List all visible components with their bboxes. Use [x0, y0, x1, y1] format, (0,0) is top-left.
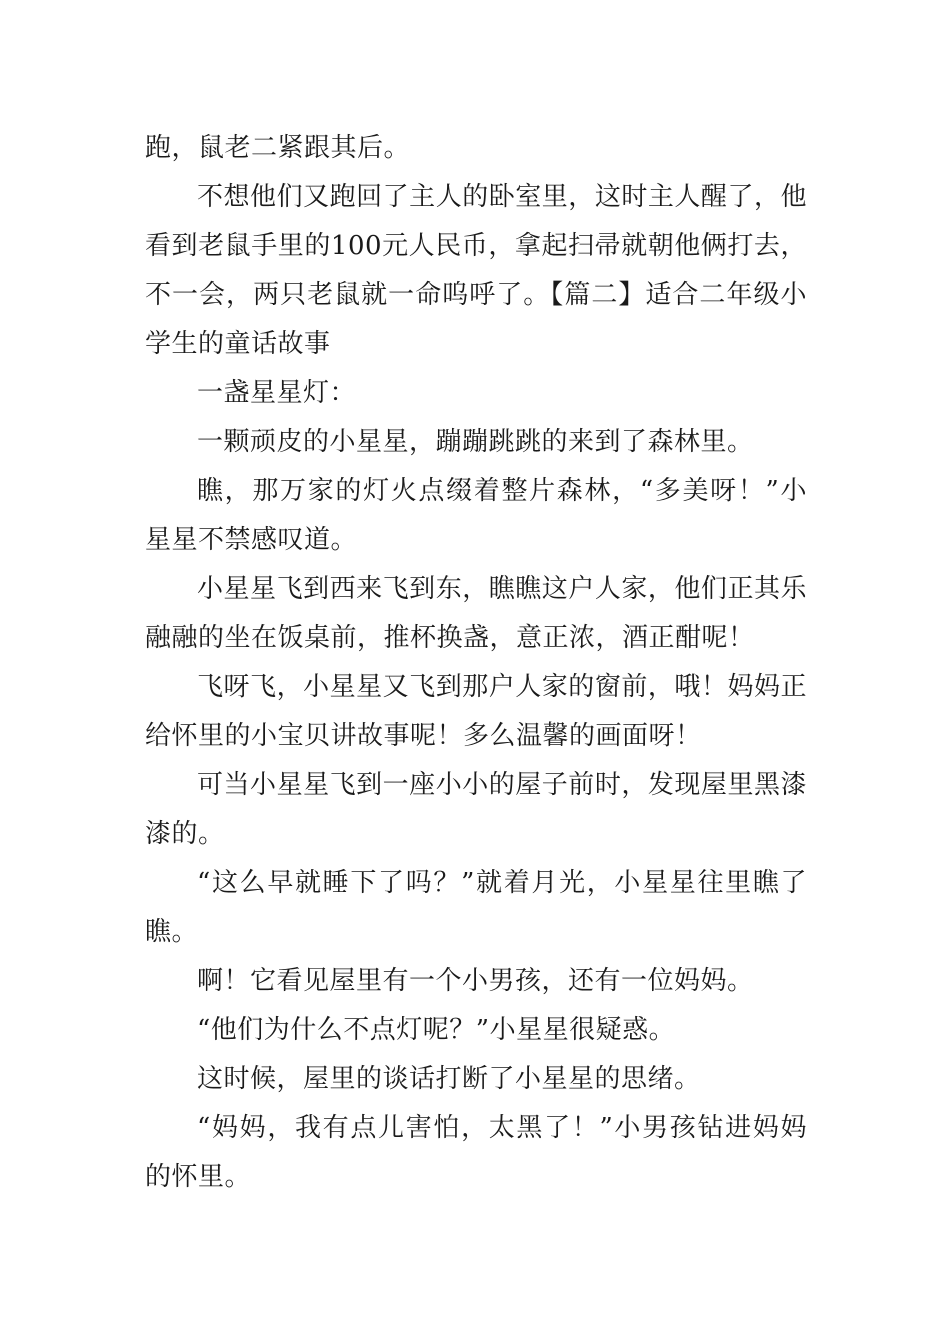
paragraph-11: “他们为什么不点灯呢？”小星星很疑惑。 [197, 1015, 676, 1045]
paragraph-5: 瞧，那万家的灯火点缀着整片森林，“多美呀！”小星星不禁感叹道。 [145, 476, 807, 555]
paragraph-9: “这么早就睡下了吗？”就着月光，小星星往里瞧了瞧。 [145, 868, 807, 947]
paragraph-6: 小星星飞到西来飞到东，瞧瞧这户人家，他们正其乐融融的坐在饭桌前，推杯换盏，意正浓，酒正酣呢！ [145, 574, 807, 653]
paragraph-10: 啊！它看见屋里有一个小男孩，还有一位妈妈。 [197, 966, 754, 996]
paragraph-3: 一盏星星灯： [197, 378, 357, 408]
paragraph-13: “妈妈，我有点儿害怕，太黑了！”小男孩钻进妈妈的怀里。 [145, 1113, 807, 1192]
paragraph-8: 可当小星星飞到一座小小的屋子前时，发现屋里黑漆漆的。 [145, 770, 807, 849]
paragraph-7: 飞呀飞，小星星又飞到那户人家的窗前，哦！妈妈正给怀里的小宝贝讲故事呢！多么温馨的画面呀！ [145, 672, 807, 751]
paragraph-2: 不想他们又跑回了主人的卧室里，这时主人醒了，他看到老鼠手里的100元人民币，拿起扫帚就朝他俩打去，不一会，两只老鼠就一命呜呼了。【篇二】适合二年级小学生的童话故事 [145, 182, 807, 359]
document-body [145, 124, 807, 1202]
paragraph-1: 跑，鼠老二紧跟其后。 [145, 133, 411, 163]
paragraph-4: 一颗顽皮的小星星，蹦蹦跳跳的来到了森林里。 [197, 427, 754, 457]
paragraph-12: 这时候，屋里的谈话打断了小星星的思绪。 [197, 1064, 701, 1094]
